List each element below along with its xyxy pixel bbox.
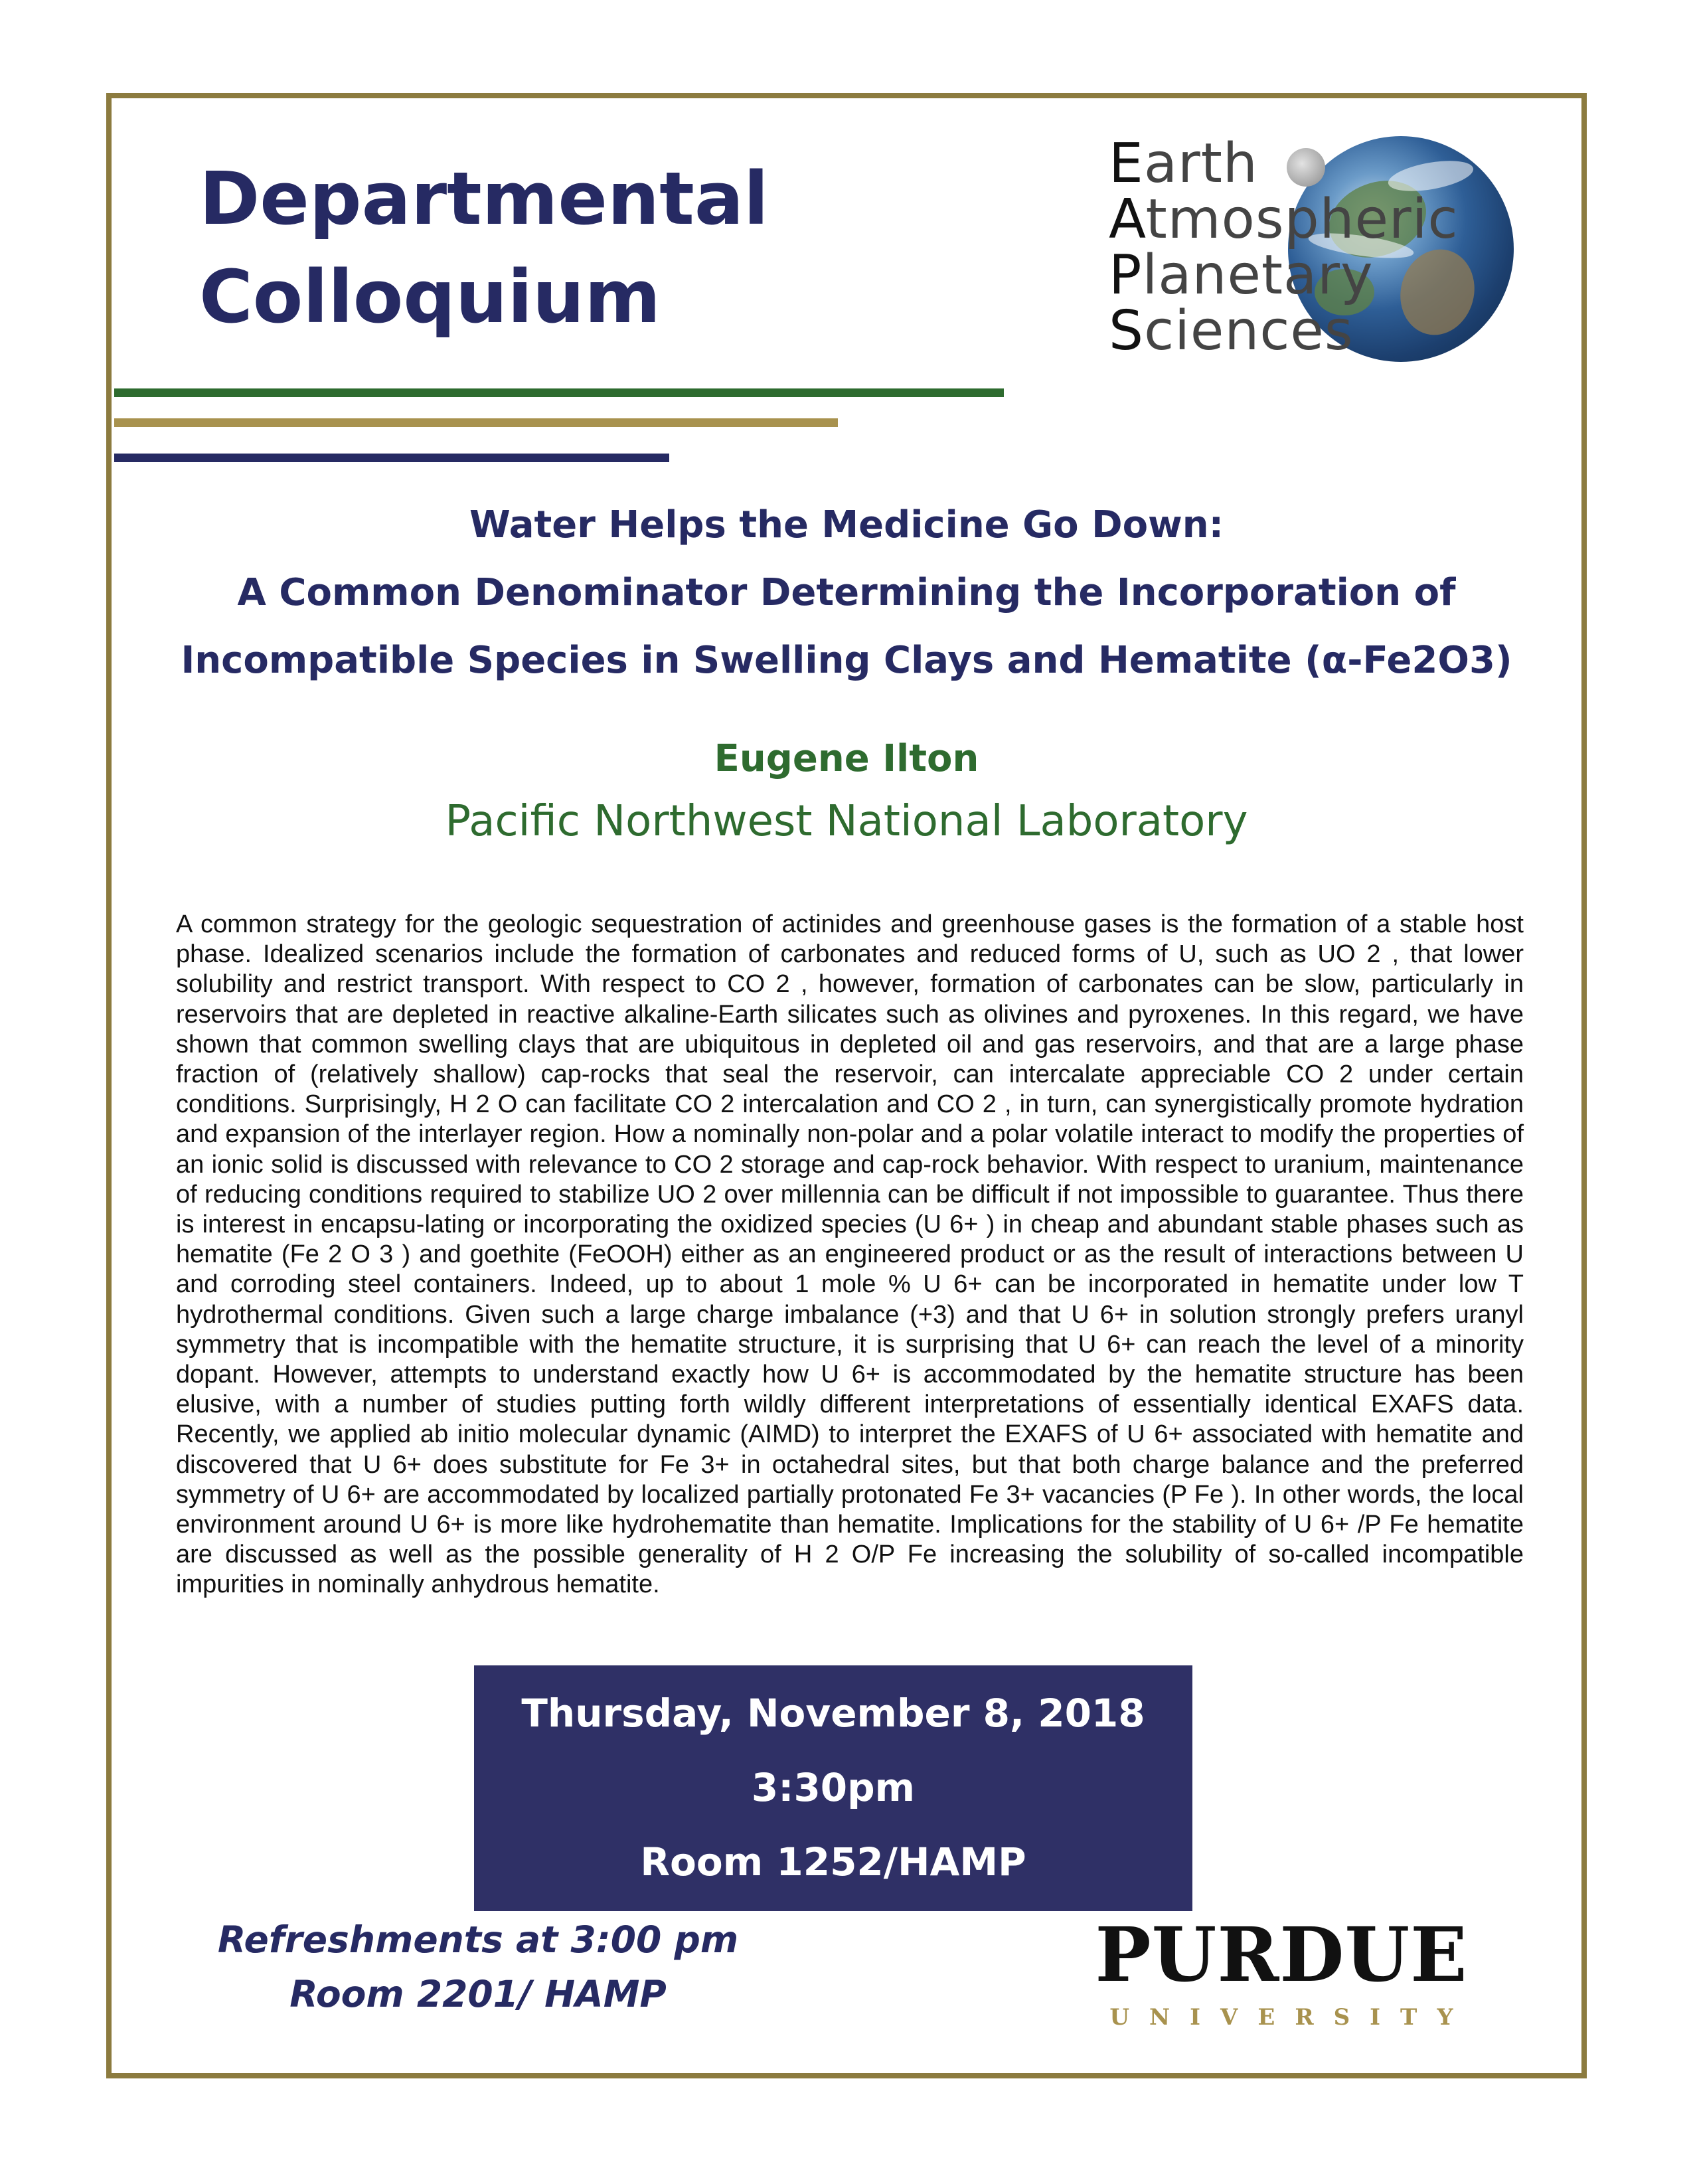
logo-line-earth: Earth — [1109, 132, 1258, 195]
logo-line-sciences: Sciences — [1109, 299, 1354, 363]
event-time: 3:30pm — [751, 1765, 916, 1810]
talk-title-line-3: Incompatible Species in Swelling Clays and Hematite (α-Fe2O3) — [181, 639, 1512, 682]
event-date: Thursday, November 8, 2018 — [521, 1691, 1145, 1736]
event-info-box — [474, 1665, 1192, 1911]
refreshments-time: Refreshments at 3:00 pm — [217, 1918, 739, 1961]
speaker-affiliation: Pacific Northwest National Laboratory — [445, 797, 1248, 846]
purdue-logo — [1089, 1912, 1474, 2031]
purdue-wordmark: PURDUE — [1095, 1912, 1468, 1999]
talk-title-line-1: Water Helps the Medicine Go Down: — [469, 503, 1224, 546]
gold-rule — [114, 418, 838, 427]
talk-title-line-2: A Common Denominator Determining the Incorporation of — [237, 571, 1456, 614]
eaps-wordmark — [1109, 132, 1459, 363]
logo-line-atmospheric: Atmospheric — [1109, 188, 1459, 251]
abstract-text: A common strategy for the geologic sequestration of actinides and greenhouse gases is the formation of a stable host phase. Idealized scenarios include the formation of carbonates and reduced forms of U, such as UO 2 , that lower solubility and restrict transport. With respect to CO 2 , however, formation of carbonates can be slow, particularly in reservoirs that are depleted in reactive alkaline-Earth silicates such as olivines and pyroxenes. In this regard, we have shown that common swelling clays that are ubiquitous in depleted oil and gas reservoirs, and that are a large phase fraction of (relatively shallow) cap-rocks that seal the reservoir, can intercalate appreciable CO 2 under certain conditions. Surprisingly, H 2 O can facilitate CO 2 intercalation and CO 2 , in turn, can synergistically promote hydration and expansion of the interlayer region. How a nominally non-polar and a polar volatile interact to modify the properties of an ionic solid is discussed with relevance to CO 2 storage and cap-rock behavior. With respect to uranium, maintenance of reducing conditions required to stabilize UO 2 over millennia can be difficult if not impossible to guarantee. Thus there is interest in encapsu-lating or incorporating the oxidized species (U 6+ ) in cheap and abundant stable phases such as hematite (Fe 2 O 3 ) and goethite (FeOOH) either as an engineered product or as the result of interactions between U and corroding steel containers. Indeed, up to about 1 mole % U 6+ can be incorporated in hematite under low T hydrothermal conditions. Given such a large charge imbalance (+3) and that U 6+ in solution strongly prefers uranyl symmetry that is incompatible with the hematite structure, it is surprising that U 6+ can reach the level of a minority dopant. However, attempts to understand exactly how U 6+ is accommodated by the hematite structure has been elusive, with a number of studies putting forth wildly different interpretations of essentially identical EXAFS data. Recently, we applied ab initio molecular dynamic (AIMD) to interpret the EXAFS of U 6+ associated with hematite and discovered that U 6+ does substitute for Fe 3+ in octahedral sites, but that both charge balance and the preferred symmetry of U 6+ are accommodated by localized partially protonated Fe 3+ vacancies (P Fe ). In other words, the local environment around U 6+ is more like hydrohematite than hematite. Implications for the stability of U 6+ /P Fe hematite are discussed as well as the possible generality of H 2 O/P Fe increasing the solubility of so-called incompatible impurities in nominally anhydrous hematite. — [176, 910, 1524, 1599]
refreshments-room: Room 2201/ HAMP — [289, 1973, 667, 2015]
page-title — [199, 149, 769, 346]
talk-title — [113, 491, 1580, 695]
event-room: Room 1252/HAMP — [640, 1839, 1026, 1885]
refreshments-note — [206, 1912, 750, 2021]
eaps-logo — [1109, 132, 1534, 375]
speaker-name: Eugene Ilton — [714, 737, 979, 780]
navy-rule — [114, 454, 669, 462]
title-line-1: Departmental — [199, 156, 769, 241]
green-rule — [114, 388, 1004, 397]
title-line-2: Colloquium — [199, 254, 661, 339]
logo-line-planetary: Planetary — [1109, 244, 1374, 307]
purdue-subtitle: UNIVERSITY — [1109, 2004, 1473, 2031]
